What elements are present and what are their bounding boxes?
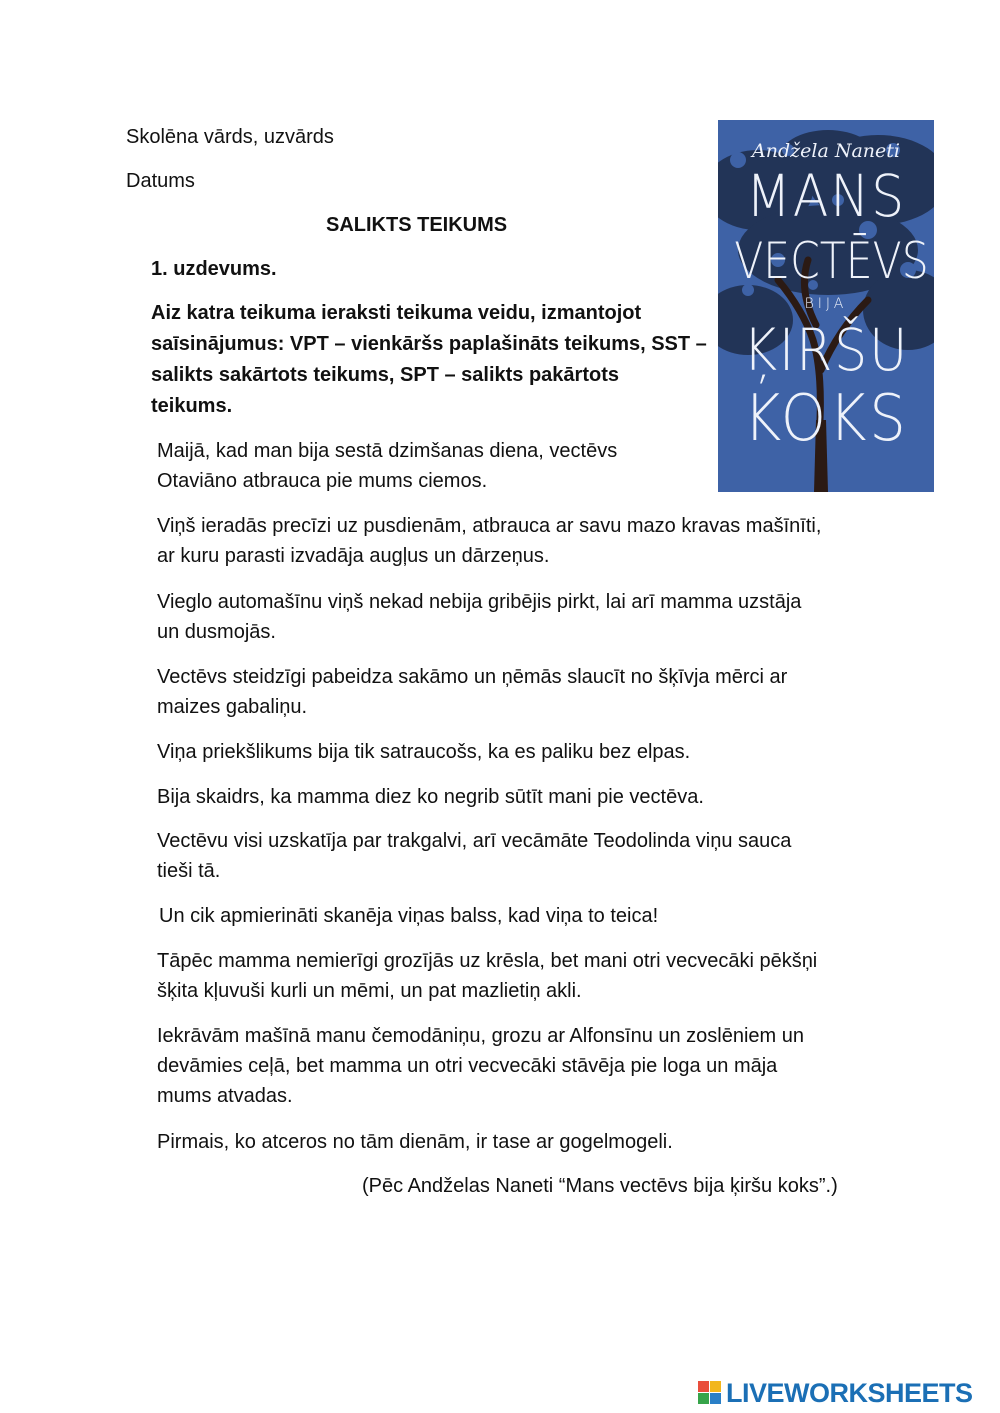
sentence-line: Otaviāno atbrauca pie mums ciemos. bbox=[157, 470, 488, 492]
sentence-line: devāmies ceļā, bet mamma un otri vecvecāki stāvēja pie loga un māja bbox=[157, 1055, 778, 1077]
cover-title-line: VECTĒVS bbox=[734, 232, 929, 290]
sentence-line: Maijā, kad man bija sestā dzimšanas diena, vectēvs bbox=[157, 440, 618, 462]
sentence bbox=[157, 782, 704, 812]
student-name-label: Skolēna vārds, uzvārds bbox=[126, 126, 334, 148]
sentence bbox=[157, 1127, 673, 1157]
logo-grid-icon bbox=[698, 1381, 722, 1405]
sentence-line: Vectēvu visi uzskatīja par trakgalvi, arī vecāmāte Teodolinda viņu sauca bbox=[157, 830, 792, 852]
source-citation: (Pēc Andželas Naneti “Mans vectēvs bija ķiršu koks”.) bbox=[362, 1175, 838, 1197]
sentence-line: Iekrāvām mašīnā manu čemodāniņu, grozu ar Alfonsīnu un zoslēniem un bbox=[157, 1025, 805, 1047]
sentence-line: Viņš ieradās precīzi uz pusdienām, atbrauca ar savu mazo kravas mašīnīti, bbox=[157, 515, 822, 537]
sentence bbox=[157, 662, 787, 722]
cover-title-line: KOKS bbox=[743, 382, 909, 456]
logo-square bbox=[710, 1381, 721, 1392]
sentence-line: Vectēvs steidzīgi pabeidza sakāmo un ņēmās slaucīt no šķīvja mērci ar bbox=[157, 666, 788, 688]
sentence-line: Tāpēc mamma nemierīgi grozījās uz krēsla, bet mani otri vecvecāki pēkšņi bbox=[157, 950, 818, 972]
cover-title-line: ĶIRŠU bbox=[742, 316, 910, 384]
sentence bbox=[157, 1021, 804, 1111]
task-instruction bbox=[151, 298, 707, 422]
instruction-line: saīsinājumus: VPT – vienkāršs paplašināts teikums, SST – bbox=[151, 333, 707, 355]
sentence-line: ar kuru parasti izvadāja augļus un dārzeņus. bbox=[157, 545, 550, 567]
date-label: Datums bbox=[126, 170, 195, 192]
sentence-line: šķita kļuvuši kurli un mēmi, un pat mazlietiņ akli. bbox=[157, 980, 582, 1002]
task-number: 1. uzdevums. bbox=[151, 258, 277, 280]
cover-title-line: BIJA bbox=[804, 296, 848, 312]
logo-text: LIVEWORKSHEETS bbox=[726, 1378, 973, 1408]
sentence bbox=[157, 946, 817, 1006]
sentence-line: un dusmojās. bbox=[157, 621, 276, 643]
sentence-line: mums atvadas. bbox=[157, 1085, 293, 1107]
cover-author: Andžela Naneti bbox=[752, 140, 900, 162]
logo-square bbox=[710, 1393, 721, 1404]
sentence-line: Viņa priekšlikums bija tik satraucošs, ka es paliku bez elpas. bbox=[157, 741, 691, 763]
sentence bbox=[157, 587, 801, 647]
sentence bbox=[157, 511, 821, 571]
logo-square bbox=[698, 1381, 709, 1392]
instruction-line: Aiz katra teikuma ieraksti teikuma veidu, izmantojot bbox=[151, 302, 642, 324]
sentence-line: Un cik apmierināti skanēja viņas balss, kad viņa to teica! bbox=[159, 905, 659, 927]
sentence bbox=[157, 826, 791, 886]
instruction-line: salikts sakārtots teikums, SPT – salikts pakārtots bbox=[151, 364, 619, 386]
page-title: SALIKTS TEIKUMS bbox=[326, 214, 508, 236]
instruction-line: teikums. bbox=[151, 395, 233, 417]
sentence bbox=[157, 737, 690, 767]
sentence bbox=[159, 901, 658, 931]
sentence-line: Vieglo automašīnu viņš nekad nebija gribējis pirkt, lai arī mamma uzstāja bbox=[157, 591, 802, 613]
sentence-line: Bija skaidrs, ka mamma diez ko negrib sūtīt mani pie vectēva. bbox=[157, 786, 704, 808]
logo-square bbox=[698, 1393, 709, 1404]
sentence-line: Pirmais, ko atceros no tām dienām, ir tase ar gogelmogeli. bbox=[157, 1131, 673, 1153]
sentence-line: tieši tā. bbox=[157, 860, 221, 882]
sentence bbox=[157, 436, 617, 496]
book-cover-image bbox=[718, 120, 934, 492]
sentence-line: maizes gabaliņu. bbox=[157, 696, 308, 718]
cover-title-line: MANS bbox=[745, 162, 907, 230]
